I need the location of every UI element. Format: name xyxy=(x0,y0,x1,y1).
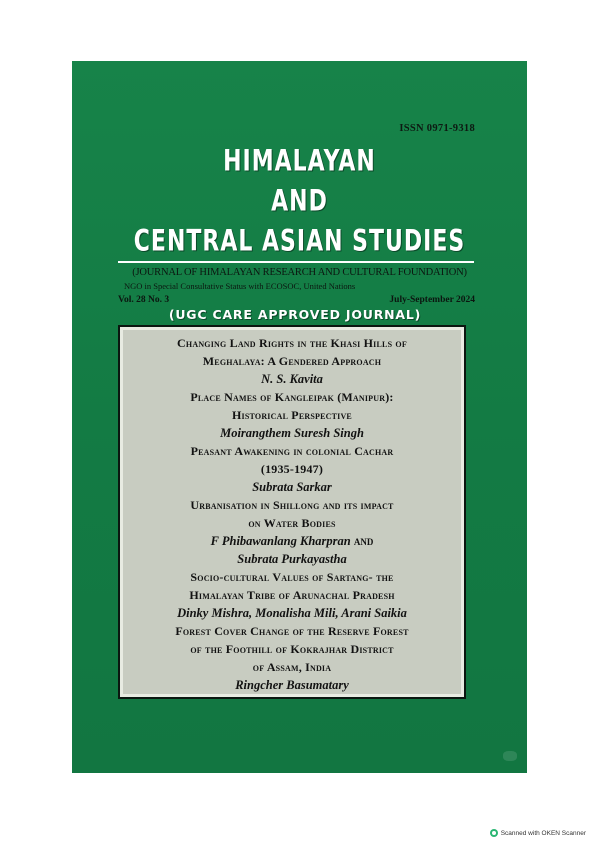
article-title: Peasant Awakening in colonial Cachar xyxy=(190,444,394,458)
article-title: Forest Cover Change of the Reserve Forest xyxy=(175,624,409,638)
scanner-watermark xyxy=(490,829,586,837)
title-line-3: CENTRAL ASIAN STUDIES xyxy=(133,224,466,259)
article-author: Subrata Purkayastha xyxy=(237,552,347,566)
issue-date: July-September 2024 xyxy=(389,295,475,305)
article-author: Ringcher Basumatary xyxy=(235,678,349,692)
title-divider xyxy=(118,261,474,263)
article-author: F Phibawanlang Kharpran xyxy=(210,534,351,548)
issn-number: ISSN 0971-9318 xyxy=(399,123,475,134)
scanner-label: Scanned with OKEN Scanner xyxy=(500,829,586,837)
author-conjunction: and xyxy=(353,534,374,548)
ngo-status: NGO in Special Consultative Status with ECOSOC, United Nations xyxy=(124,281,356,291)
title-line-2: AND xyxy=(271,184,328,219)
article-author-line xyxy=(123,532,461,550)
page-mark xyxy=(503,751,517,761)
article-author: N. S. Kavita xyxy=(261,372,323,386)
article-title: on Water Bodies xyxy=(248,516,336,530)
article-title: of Assam, India xyxy=(252,660,332,674)
article-title: of the Foothill of Kokrajhar District xyxy=(190,642,394,656)
article-title: Changing Land Rights in the Khasi Hills of xyxy=(177,336,407,350)
article-title: Himalayan Tribe of Arunachal Pradesh xyxy=(189,588,395,602)
journal-subtitle: (JOURNAL OF HIMALAYAN RESEARCH AND CULTURAL FOUNDATION) xyxy=(132,267,467,278)
journal-cover xyxy=(72,61,527,773)
contents-box xyxy=(120,327,464,697)
article-title: Historical Perspective xyxy=(232,408,352,422)
scanner-logo-icon xyxy=(490,829,498,837)
article-author: Subrata Sarkar xyxy=(252,480,332,494)
ugc-approved-banner: (UGC CARE APPROVED JOURNAL) xyxy=(168,307,422,322)
article-title: Meghalaya: A Gendered Approach xyxy=(202,354,382,368)
article-author: Dinky Mishra, Monalisha Mili, Arani Saikia xyxy=(177,606,407,620)
article-author: Moirangthem Suresh Singh xyxy=(220,426,364,440)
article-title: Place Names of Kangleipak (Manipur): xyxy=(190,390,394,404)
article-title: Socio-cultural Values of Sartang- the xyxy=(190,570,394,584)
article-title: (1935-1947) xyxy=(260,462,324,476)
volume-number: Vol. 28 No. 3 xyxy=(118,295,170,305)
article-title: Urbanisation in Shillong and its impact xyxy=(190,498,394,512)
title-line-1: HIMALAYAN xyxy=(223,144,376,179)
